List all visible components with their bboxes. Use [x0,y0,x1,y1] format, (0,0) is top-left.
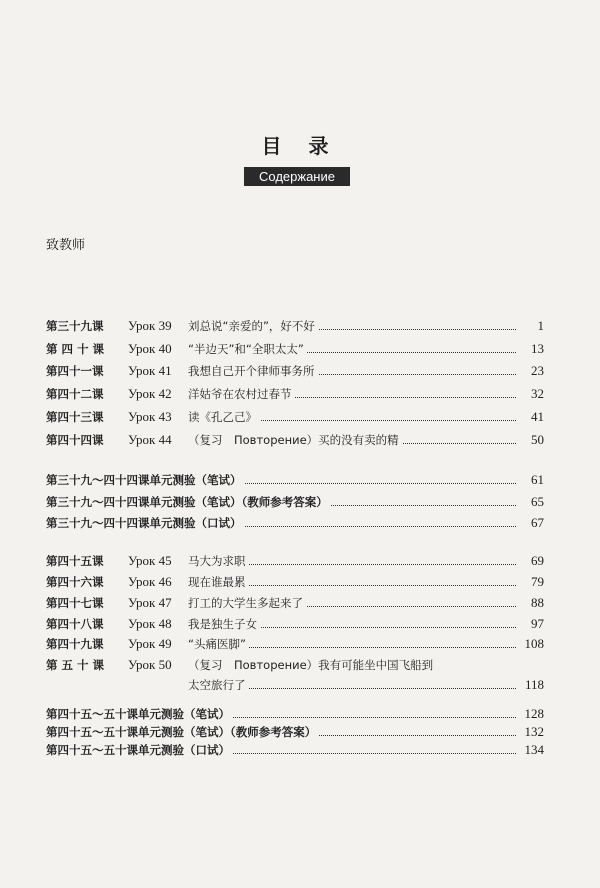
lesson-title: 我想自己开个律师事务所 [188,361,318,381]
lesson-number: 第四十八课 [46,617,104,631]
lesson-number: 第四十五课 [46,554,104,568]
lesson-title: 打工的大学生多起来了 [188,593,306,613]
subtitle-badge: Содержание [244,167,350,186]
lesson-title: （复习 Повторение）买的没有卖的精 [188,430,402,450]
lesson-russian-label: Урок 46 [128,574,172,589]
toc-entry-lesson-40[interactable] [46,339,544,359]
lesson-russian-label: Урок 44 [128,432,172,447]
toc-entry-lesson-44[interactable] [46,430,544,450]
toc-entry-unit-test-written[interactable] [46,704,544,724]
lesson-russian-label: Урок 50 [128,657,172,672]
lesson-title: 我是独生子女 [188,614,260,634]
toc-entry-lesson-42[interactable] [46,384,544,404]
lesson-number: 第三十九课 [46,319,104,333]
dedication-entry[interactable]: 致教师 [46,238,86,253]
page-number: 13 [528,339,544,359]
page-number: 50 [528,430,544,450]
page-number: 67 [528,513,544,533]
toc-entry-lesson-47[interactable] [46,593,544,613]
toc-entry-lesson-43[interactable] [46,407,544,427]
toc-entry-lesson-49[interactable] [46,634,544,654]
lesson-number: 第四十一课 [46,364,104,378]
lesson-title: “半边天”和“全职太太” [188,339,307,359]
toc-entry-lesson-39[interactable] [46,316,544,336]
unit-test-title: 第四十五～五十课单元测验（笔试） [46,704,233,724]
unit-test-title: 第四十五～五十课单元测验（口试） [46,740,233,760]
lesson-number: 第四十三课 [46,410,104,424]
lesson-title: “头痛医脚” [188,634,249,654]
unit-test-title: 第三十九～四十四课单元测验（笔试）（教师参考答案） [46,492,331,512]
page-number: 41 [528,407,544,427]
toc-entry-lesson-46[interactable] [46,572,544,592]
page-number: 132 [522,722,545,742]
lesson-russian-label: Урок 42 [128,386,172,401]
lesson-russian-label: Урок 45 [128,553,172,568]
lesson-number: 第四十七课 [46,596,104,610]
page-number: 61 [528,470,544,490]
unit-test-title: 第三十九～四十四课单元测验（笔试） [46,470,245,490]
page-number: 118 [522,675,544,695]
lesson-title-continued: 太空旅行了 [188,675,249,695]
page-number: 65 [528,492,544,512]
lesson-title: 读《孔乙己》 [188,407,260,427]
lesson-number: 第四十九课 [46,637,104,651]
lesson-title: 洋姑爷在农村过春节 [188,384,295,404]
toc-entry-lesson-41[interactable] [46,361,544,381]
page-number: 108 [522,634,545,654]
lesson-russian-label: Урок 47 [128,595,172,610]
lesson-number: 第四十四课 [46,433,104,447]
lesson-title: 刘总说“亲爱的”，好不好 [188,316,318,336]
page-number: 134 [522,740,545,760]
page-number: 69 [528,551,544,571]
toc-entry-unit-test-oral[interactable] [46,513,544,533]
lesson-title: 马大为求职 [188,551,249,571]
toc-entry-lesson-45[interactable] [46,551,544,571]
toc-entry-unit-test-oral[interactable] [46,740,544,760]
lesson-russian-label: Урок 48 [128,616,172,631]
page-number: 32 [528,384,544,404]
lesson-number: 第 四 十 课 [46,342,105,356]
lesson-russian-label: Урок 39 [128,318,172,333]
toc-entry-unit-test-written[interactable] [46,470,544,490]
unit-test-title: 第三十九～四十四课单元测验（口试） [46,513,245,533]
toc-entry-unit-test-answers[interactable] [46,492,544,512]
lesson-title: （复习 Повторение）我有可能坐中国飞船到 [188,655,436,675]
page-number: 128 [522,704,545,724]
page-number: 79 [528,572,544,592]
toc-entry-lesson-50[interactable] [46,655,544,695]
unit-test-title: 第四十五～五十课单元测验（笔试）（教师参考答案） [46,722,319,742]
page-number: 88 [528,593,544,613]
lesson-number: 第四十六课 [46,575,104,589]
lesson-russian-label: Урок 40 [128,341,172,356]
page-title: 目 录 [261,134,339,158]
toc-entry-lesson-48[interactable] [46,614,544,634]
lesson-number: 第 五 十 课 [46,658,105,672]
lesson-russian-label: Урок 49 [128,636,172,651]
page-number: 1 [535,316,545,336]
page-number: 97 [528,614,544,634]
page-number: 23 [528,361,544,381]
lesson-russian-label: Урок 43 [128,409,172,424]
toc-entry-unit-test-answers[interactable] [46,722,544,742]
lesson-number: 第四十二课 [46,387,104,401]
lesson-russian-label: Урок 41 [128,363,172,378]
lesson-title: 现在谁最累 [188,572,249,592]
